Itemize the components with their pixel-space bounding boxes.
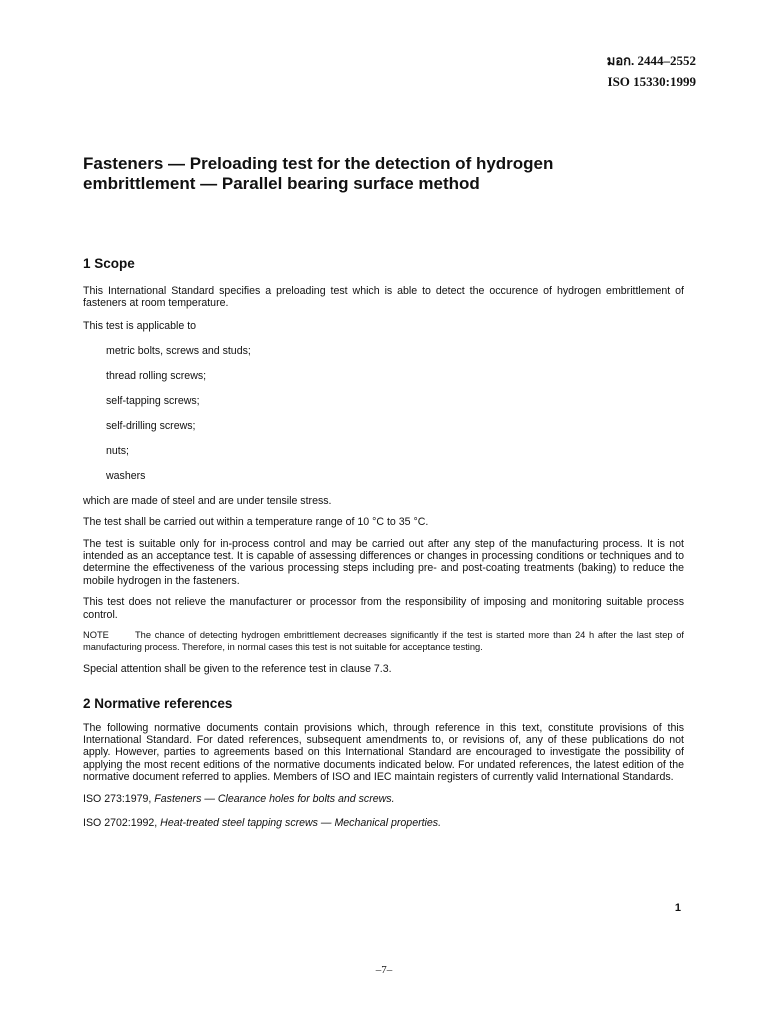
note-label: NOTE <box>83 630 109 641</box>
scope-list-item: thread rolling screws; <box>106 369 207 382</box>
reference-code: ISO 273:1979, <box>83 792 152 805</box>
scope-paragraph-4: The test shall be carried out within a temperature range of 10 °C to 35 °C. <box>83 516 429 529</box>
section-2-heading: 2 Normative references <box>83 695 233 711</box>
reference-entry-2 <box>83 817 684 829</box>
document-title <box>83 154 684 194</box>
section-1-heading: 1 Scope <box>83 256 135 271</box>
scope-list-item: self-tapping screws; <box>106 394 200 407</box>
scope-paragraph-1: This International Standard specifies a preloading test which is able to detect the occurence of hydrogen embrittlement of fasteners at room temperature. <box>83 285 684 310</box>
scope-note <box>83 630 684 653</box>
note-text: The chance of detecting hydrogen embrittlement decreases significantly if the test is started more than 24 h after the last step of manufacturing process. Therefore, in normal cases this test is not suitable for acceptance testing. <box>83 630 684 652</box>
title-line-2: embrittlement — Parallel bearing surface method <box>83 174 480 193</box>
title-line-1: Fasteners — Preloading test for the detection of hydrogen <box>83 154 554 173</box>
scope-paragraph-7: Special attention shall be given to the reference test in clause 7.3. <box>83 663 392 676</box>
standard-number-iso: ISO 15330:1999 <box>607 74 696 89</box>
scope-paragraph-3: which are made of steel and are under tensile stress. <box>83 494 332 507</box>
reference-code: ISO 2702:1992, <box>83 817 158 830</box>
reference-title: Fasteners — Clearance holes for bolts and screws. <box>154 792 395 805</box>
scope-list-item: washers <box>106 469 146 482</box>
scope-list-item: nuts; <box>106 444 129 457</box>
scope-list-item: metric bolts, screws and studs; <box>106 344 251 357</box>
standard-number-thai: มอก. 2444–2552 <box>606 53 696 68</box>
reference-entry-1 <box>83 793 684 805</box>
scope-paragraph-5: The test is suitable only for in-process control and may be carried out after any step of the manufacturing process. It is not intended as an acceptance test. It is capable of assessing differences or changes in processing conditions or techniques and to determine the effectiveness of the various processing steps including pre- and post-coating treatments (baking) to reduce the mobile hydrogen in the fasteners. <box>83 537 684 587</box>
scope-paragraph-6: This test does not relieve the manufacturer or processor from the responsibility of imposing and monitoring suitable process control. <box>83 596 684 621</box>
scope-list-item: self-drilling screws; <box>106 419 196 432</box>
scope-paragraph-2: This test is applicable to <box>83 319 197 332</box>
page-content <box>83 154 684 830</box>
page-number: 1 <box>674 902 681 914</box>
references-paragraph: The following normative documents contain provisions which, through reference in this text, constitute provisions of this International Standard. For dated references, subsequent amendments to, or revisions of, any of these publications do not apply. However, parties to agreements based on this International Standard are encouraged to investigate the possibility of applying the most recent editions of the normative documents indicated below. For undated references, the latest edition of the normative document referred to applies. Members of ISO and IEC maintain registers of currently valid International Standards. <box>83 721 684 784</box>
footer-page-number: –7– <box>375 964 393 976</box>
reference-title: Heat-treated steel tapping screws — Mechanical properties. <box>160 817 442 830</box>
document-header <box>607 50 696 92</box>
